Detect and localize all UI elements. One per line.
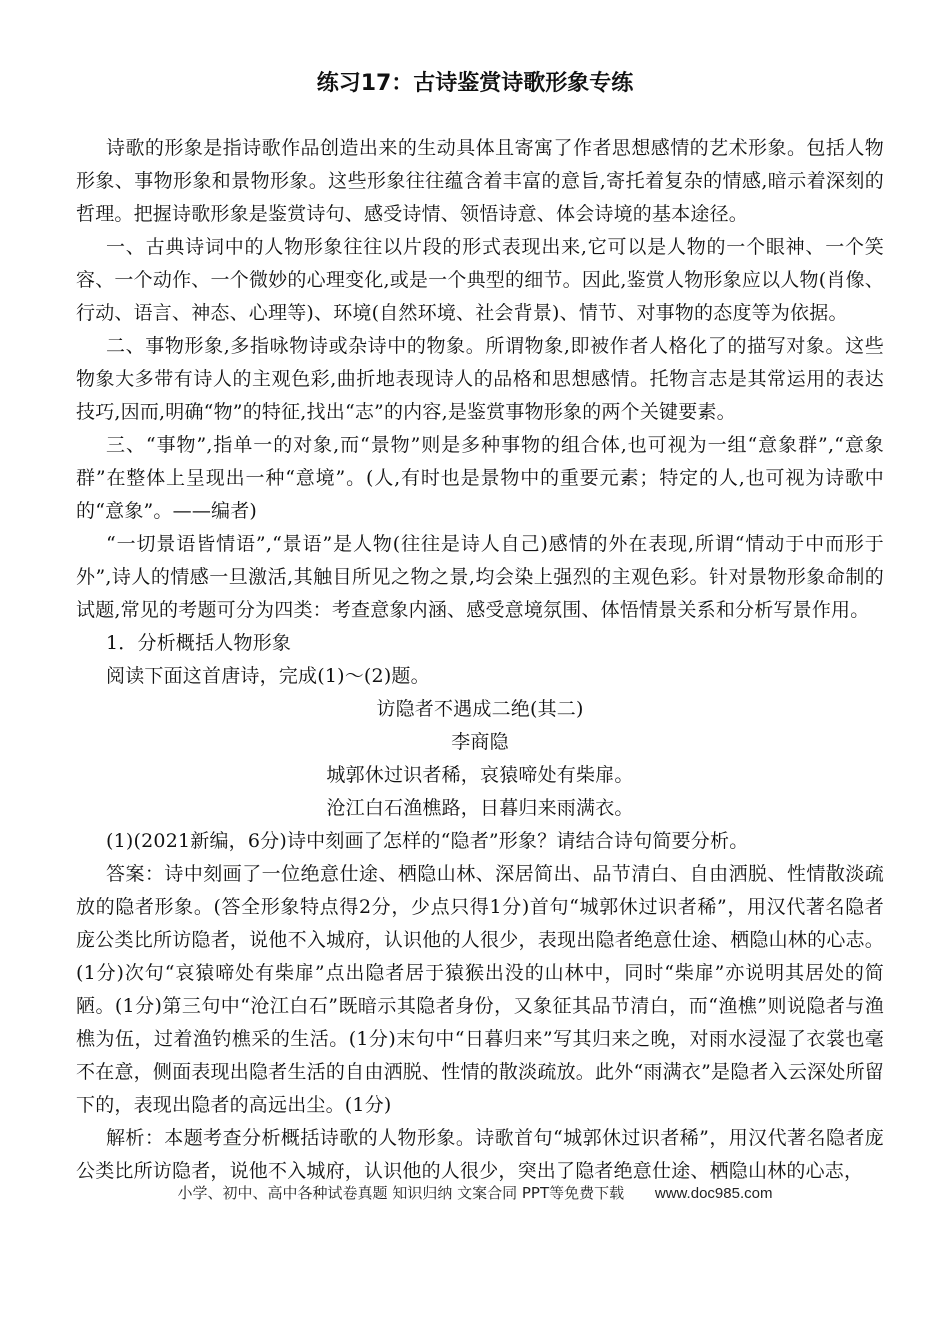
paragraph-character-image: 一、古典诗词中的人物形象往往以片段的形式表现出来,它可以是人物的一个眼神、一个笑容、一个动作、一个微妙的心理变化,或是一个典型的细节。因此,鉴赏人物形象应以人物(肖像、行动、语言、神态、心理等)、环境(自然环境、社会背景)、情节、对事物的态度等为依据。 bbox=[76, 236, 884, 324]
page-footer bbox=[0, 1180, 950, 1206]
footer-text: 小学、初中、高中各种试卷真题 知识归纳 文案合同 PPT等免费下载 bbox=[177, 1184, 625, 1202]
analysis-text: 解析：本题考查分析概括诗歌的人物形象。诗歌首句“城郭休过识者稀”，用汉代著名隐者庞公类比所访隐者，说他不入城府，认识他的人很少，突出了隐者绝意仕途、栖隐山林的心志， bbox=[76, 1127, 884, 1182]
poem-line: 沧江白石渔樵路，日暮归来雨满衣。 bbox=[326, 797, 634, 819]
paragraph-scenery-image: 三、“事物”,指单一的对象,而“景物”则是多种事物的组合体,也可视为一组“意象群”,“意象群”在整体上呈现出一种“意境”。(人,有时也是景物中的重要元素；特定的人,也可视为诗歌中的“意象”。——编者) bbox=[76, 434, 884, 522]
question-text: (1)(2021新编，6分)诗中刻画了怎样的“隐者”形象？请结合诗句简要分析。 bbox=[106, 830, 749, 852]
poem-title: 访隐者不遇成二绝(其二) bbox=[376, 698, 584, 720]
poem-line: 城郭休过识者稀，哀猿啼处有柴扉。 bbox=[326, 764, 634, 786]
section-heading: 1．分析概括人物形象 bbox=[106, 632, 292, 654]
reading-instruction: 阅读下面这首唐诗，完成(1)～(2)题。 bbox=[106, 665, 430, 687]
answer-text: 答案：诗中刻画了一位绝意仕途、栖隐山林、深居简出、品节清白、自由洒脱、性情散淡疏放的隐者形象。(答全形象特点得2分，少点只得1分)首句“城郭休过识者稀”，用汉代著名隐者庞公类比所访隐者，说他不入城府，认识他的人很少，表现出隐者绝意仕途、栖隐山林的心志。(1分)次句“哀猿啼处有柴扉”点出隐者居于猿猴出没的山林中，同时“柴扉”亦说明其居处的简陋。(1分)第三句中“沧江白石”既暗示其隐者身份，又象征其品节清白，而“渔樵”则说隐者与渔樵为伍，过着渔钓樵采的生活。(1分)末句中“日暮归来”写其归来之晚，对雨水浸湿了衣裳也毫不在意，侧面表现出隐者生活的自由洒脱、性情的散淡疏放。此外“雨满衣”是隐者入云深处所留下的，表现出隐者的高远出尘。(1分) bbox=[76, 863, 884, 1116]
footer-url: www.doc985.com bbox=[654, 1185, 773, 1202]
poem-author: 李商隐 bbox=[451, 731, 509, 753]
page-title: 练习17：古诗鉴赏诗歌形象专练 bbox=[316, 71, 634, 96]
paragraph-scenery-language: “一切景语皆情语”,“景语”是人物(往往是诗人自己)感情的外在表现,所谓“情动于中而形于外”,诗人的情感一旦激活,其触目所见之物之景,均会染上强烈的主观色彩。针对景物形象命制的试题,常见的考题可分为四类：考查意象内涵、感受意境氛围、体悟情景关系和分析写景作用。 bbox=[76, 533, 884, 621]
intro-paragraph: 诗歌的形象是指诗歌作品创造出来的生动具体且寄寓了作者思想感情的艺术形象。包括人物形象、事物形象和景物形象。这些形象往往蕴含着丰富的意旨,寄托着复杂的情感,暗示着深刻的哲理。把握诗歌形象是鉴赏诗句、感受诗情、领悟诗意、体会诗境的基本途径。 bbox=[76, 137, 884, 225]
paragraph-object-image: 二、事物形象,多指咏物诗或杂诗中的物象。所谓物象,即被作者人格化了的描写对象。这些物象大多带有诗人的主观色彩,曲折地表现诗人的品格和思想感情。托物言志是其常运用的表达技巧,因而,明确“物”的特征,找出“志”的内容,是鉴赏事物形象的两个关键要素。 bbox=[76, 335, 884, 423]
document-body bbox=[76, 132, 884, 1188]
